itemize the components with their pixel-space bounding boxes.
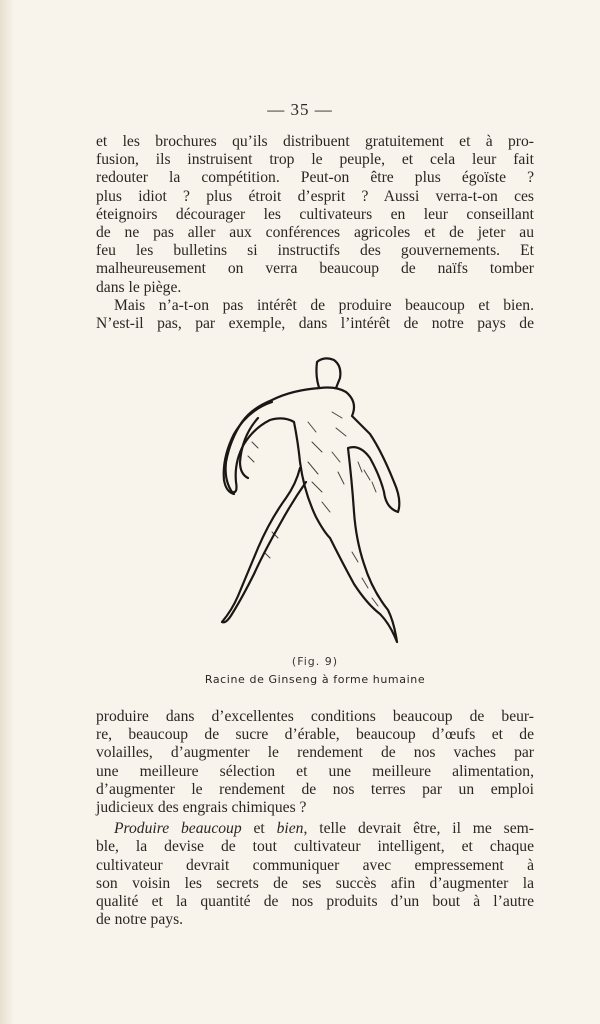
text-line: produire dans d’excellentes conditions beaucoup de beur- (96, 708, 534, 725)
page-number: — 35 — (267, 100, 333, 119)
text-line-mixed (96, 820, 534, 838)
text-line: feu les bulletins si instructifs des gouvernements. Et (96, 242, 534, 260)
italic-phrase: Produire beaucoup (114, 820, 242, 838)
text-line: judicieux des engrais chimiques ? (96, 798, 307, 816)
text-line: de ne pas aller aux conférences agricoles et de jeter au (96, 223, 534, 241)
text-line: volailles, d’augmenter le rendement de nos vaches par (96, 744, 534, 762)
text-fragment: , telle devrait être, il me sem- (303, 820, 534, 838)
text-line: dans le piège. (96, 278, 182, 296)
text-fragment: et (241, 820, 277, 838)
text-line: ble, la devise de tout cultivateur intelligent, et chaque (96, 838, 534, 856)
text-line: qualité et la quantité de nos produits d’un bout à l’autre (96, 892, 534, 910)
text-line: éteignoirs décourager les cultivateurs en leur conseillant (96, 205, 534, 223)
text-line: et les brochures qu’ils distribuent gratuitement et à pro- (96, 133, 534, 150)
figure-head (316, 358, 340, 390)
text-line: N’est-il pas, par exemple, dans l’intérêt de notre pays de (96, 314, 534, 332)
text-line: fusion, ils instruisent trop le peuple, et cela leur fait (96, 151, 534, 169)
paragraph-block-top (96, 133, 534, 333)
text-line: re, beaucoup de sucre d’érable, beaucoup d’œufs et de (96, 726, 534, 744)
italic-phrase: bien (276, 820, 304, 838)
text-line: Mais n’a-t-on pas intérêt de produire beaucoup et bien. (114, 296, 534, 314)
figure-label: (Fig. 9) (291, 655, 339, 668)
text-line: cultivateur devrait communiquer avec empressement à (96, 856, 534, 874)
text-line: redouter la compétition. Peut-on être plus égoïste ? (96, 169, 534, 187)
ginseng-root-illustration (212, 352, 417, 647)
paragraph-block-bottom (96, 708, 534, 929)
text-line: son voisin les secrets de ses succès afin d’augmenter la (96, 874, 534, 892)
text-line: d’augmenter le rendement de nos terres par un emploi (96, 780, 534, 798)
figure-caption: Racine de Ginseng à forme humaine (204, 673, 426, 686)
page-gutter-shadow (0, 0, 14, 1024)
text-line: une meilleure sélection et une meilleure alimentation, (96, 762, 534, 780)
text-line: plus idiot ? plus étroit d’esprit ? Aussi verra-t-on ces (96, 187, 534, 205)
text-line: malheureusement on verra beaucoup de naïfs tomber (96, 260, 534, 278)
text-line: de notre pays. (96, 911, 184, 929)
